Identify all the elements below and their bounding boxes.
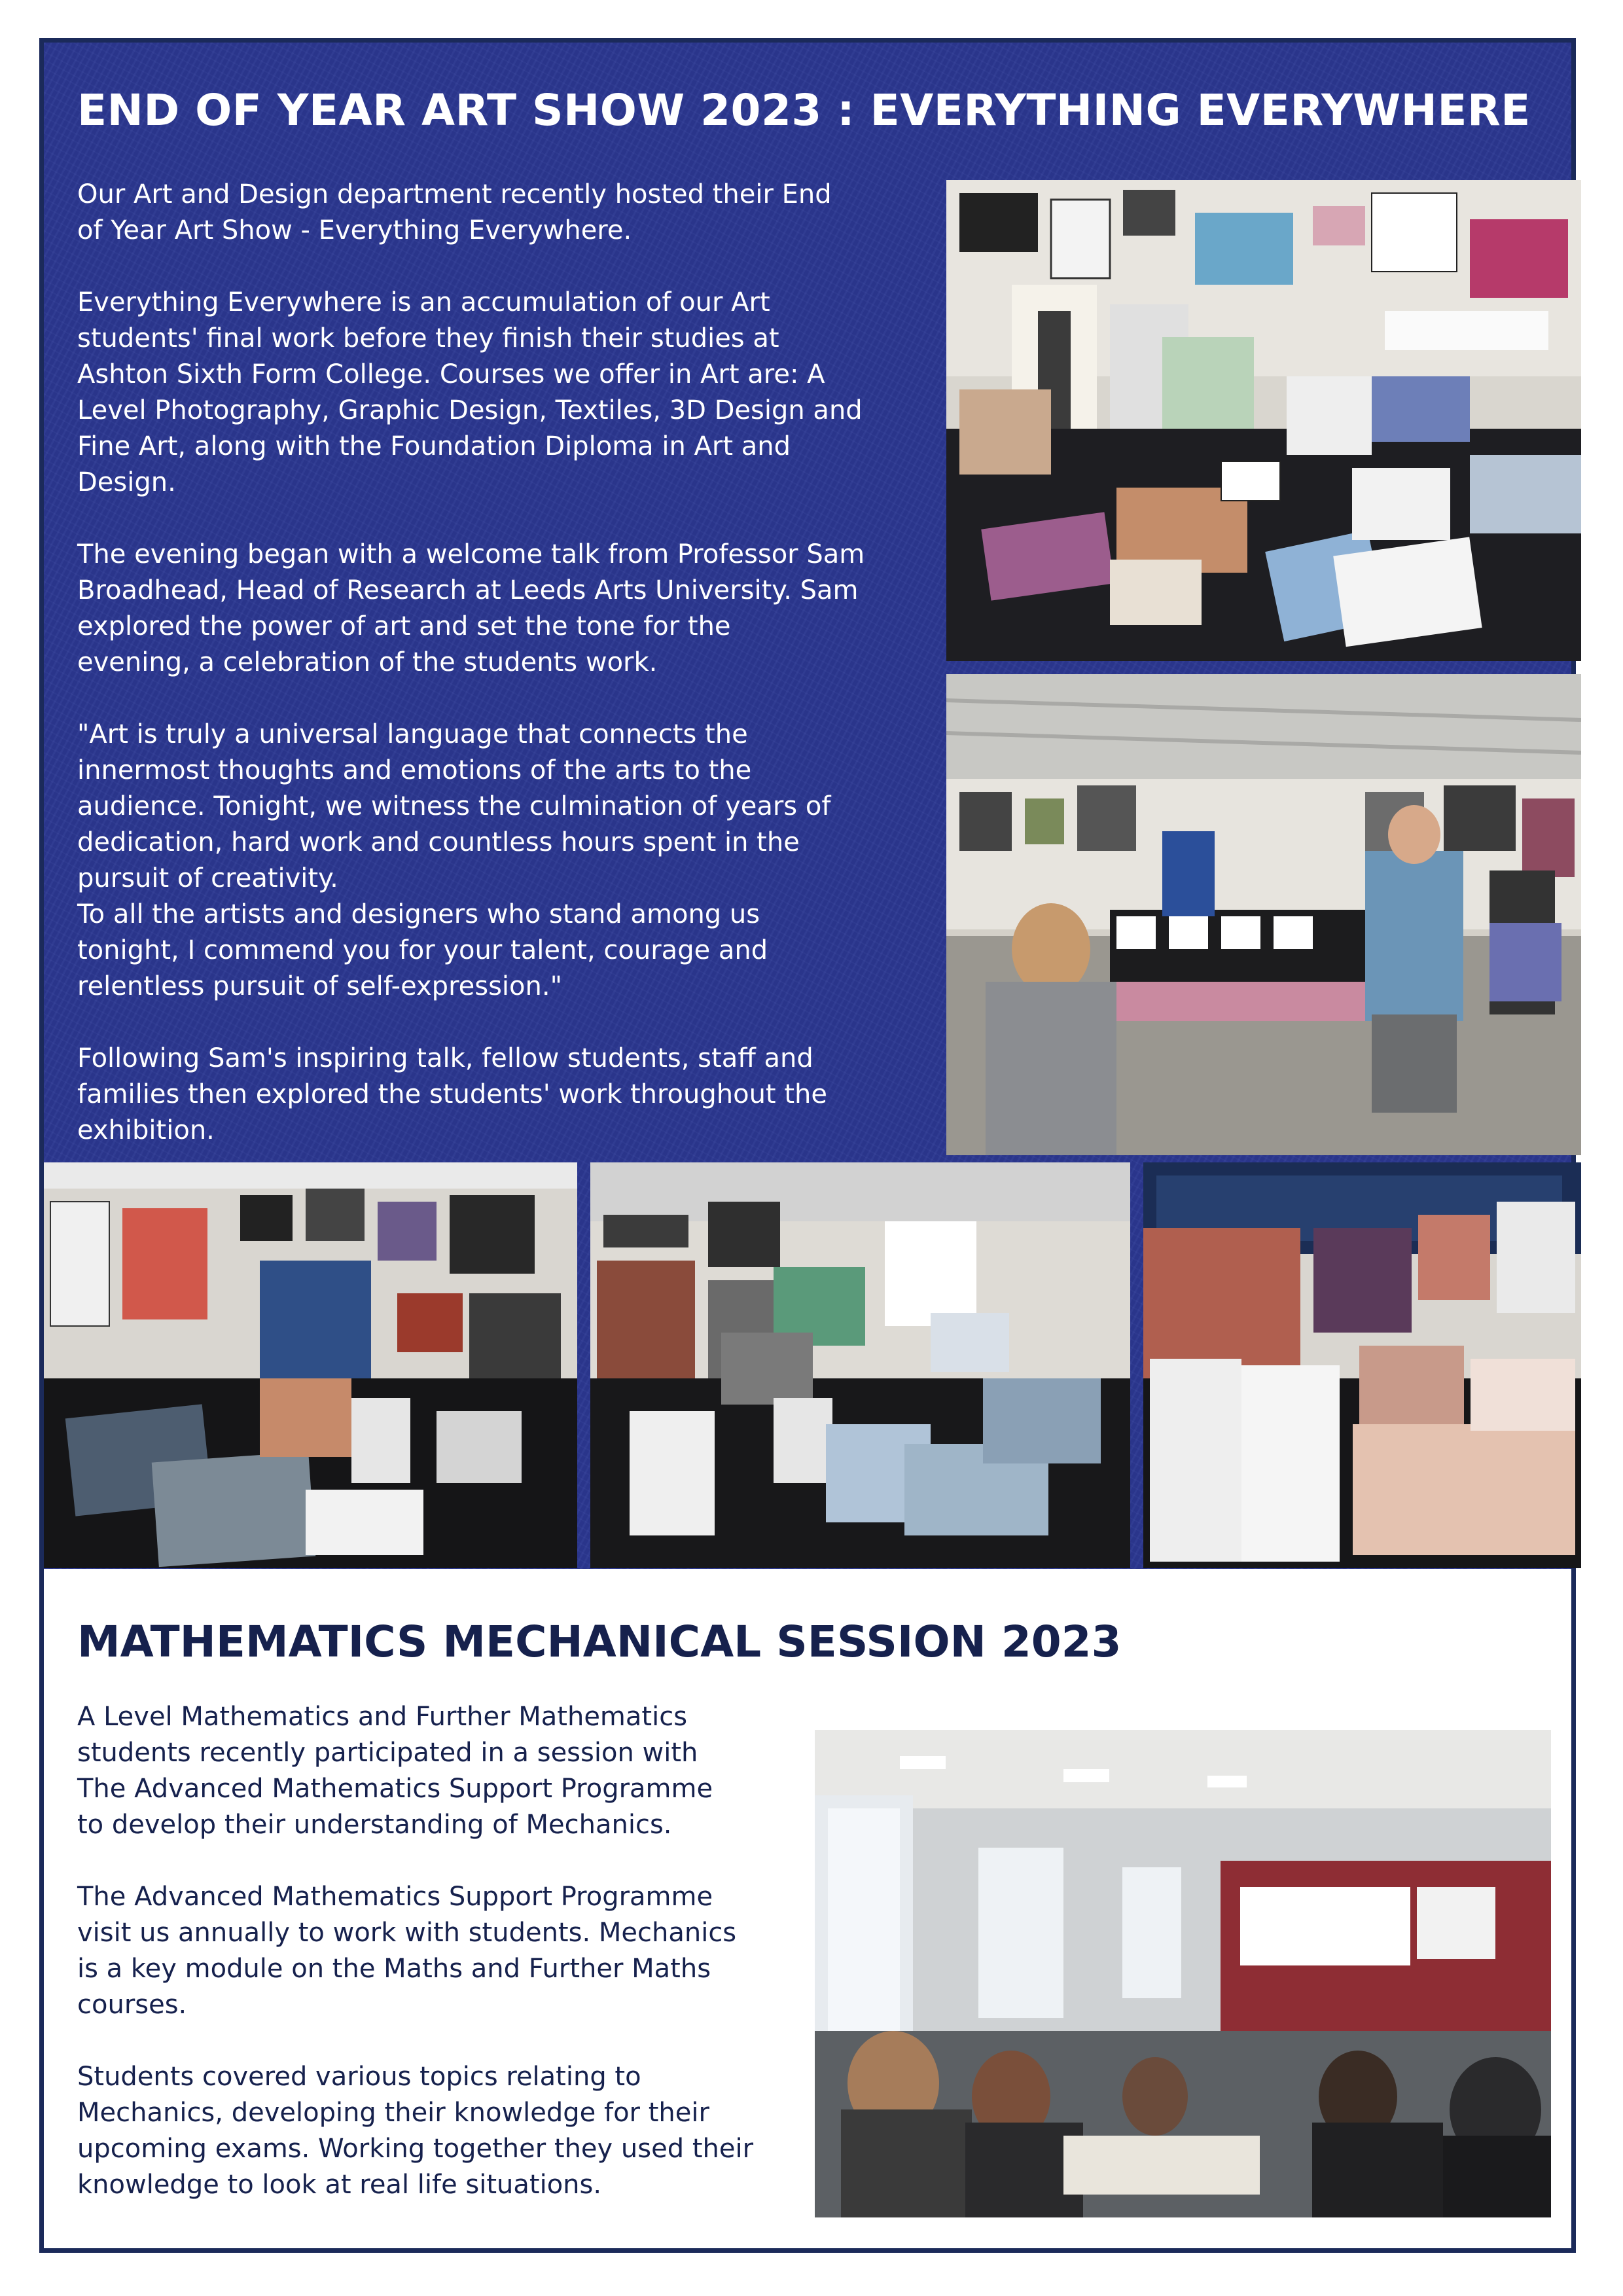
gallery-visitors-photo	[946, 674, 1581, 1155]
art-show-quote: "Art is truly a universal language that connects the innermost thoughts and emotions of the arts to the audience. Tonight, we witness the culmination of years of dedication, hard work and countless hours spent in the pursuit of creativity. To all the artists and designers who stand among us tonight, I commend you for your talent, courage and relentless pursuit of self-expression."	[77, 719, 831, 1001]
maths-session-paragraph: Students covered various topics relating to Mechanics, developing their knowledge for their upcoming exams. Working together they used their knowledge to look at real life situations.	[77, 2062, 754, 2200]
maths-session-paragraph: A Level Mathematics and Further Mathematics students recently participated in a session with The Advanced Mathematics Support Programme to develop their understanding of Mechanics.	[77, 1702, 713, 1840]
art-show-paragraph: Our Art and Design department recently hosted their End of Year Art Show - Everything Everywhere.	[77, 179, 832, 245]
maths-session-title: MATHEMATICS MECHANICAL SESSION 2023	[77, 1617, 1122, 1667]
maths-session-paragraph: The Advanced Mathematics Support Programme visit us annually to work with students. Mechanics is a key module on the Maths and Further Maths courses.	[77, 1882, 737, 2020]
art-show-paragraph: The evening began with a welcome talk from Professor Sam Broadhead, Head of Research at Leeds Arts University. Sam explored the power of art and set the tone for the evening, a celebration of the students work.	[77, 539, 865, 677]
maths-session-article	[77, 1699, 804, 2239]
art-show-title: END OF YEAR ART SHOW 2023 : EVERYTHING EVERYWHERE	[77, 85, 1531, 135]
display-centre-photo	[590, 1162, 1130, 1568]
display-left-photo	[44, 1162, 577, 1568]
art-show-paragraph: Everything Everywhere is an accumulation of our Art students' final work before they finish their studies at Ashton Sixth Form College. Courses we offer in Art are: A Level Photography, Graphic Design, Textiles, 3D Design and Fine Art, along with the Foundation Diploma in Art and Design.	[77, 287, 863, 497]
art-show-article	[77, 177, 928, 1185]
exhibition-table-photo	[946, 180, 1581, 661]
display-right-photo	[1143, 1162, 1581, 1568]
art-show-paragraph: Following Sam's inspiring talk, fellow students, staff and families then explored the students' work throughout the exhibition.	[77, 1043, 827, 1145]
maths-classroom-photo	[815, 1730, 1551, 2217]
